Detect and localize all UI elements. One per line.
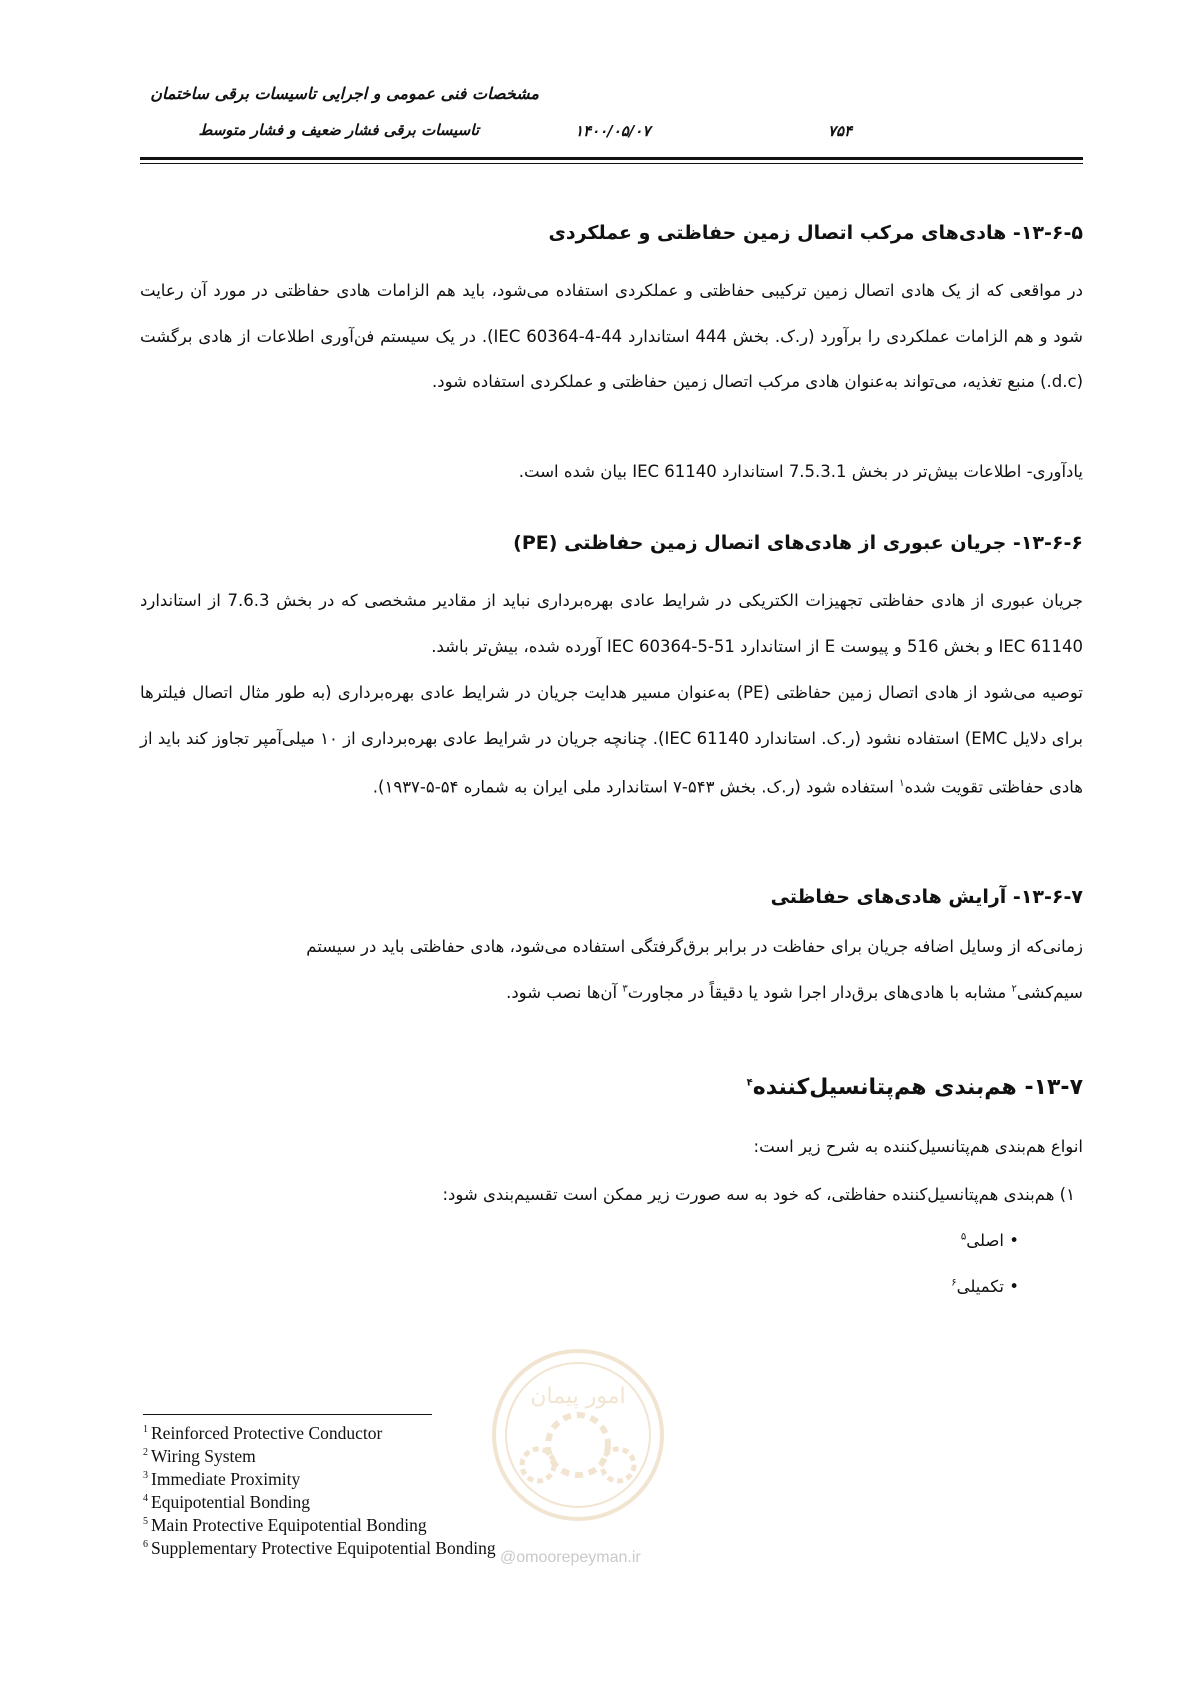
header-title: مشخصات فنی عمومی و اجرایی تاسیسات برقی ساختمان (150, 84, 539, 103)
section-paragraph-13-6-5: در مواقعی که از یک هادی اتصال زمین ترکیبی حفاظتی و عملکردی استفاده می‌شود، باید هم الزامات هادی حفاظتی در مورد آن رعایت شود و هم الزامات عملکردی را برآورد (ر.ک. بخش 444 استاندارد IEC 60364-4-44). در یک سیستم فن‌آوری اطلاعات از هادی برگشت (d.c.) منبع تغذیه، می‌تواند به‌عنوان هادی مرکب اتصال زمین حفاظتی و عملکردی استفاده شود. (140, 281, 1084, 391)
footnote-text: Immediate Proximity (151, 1469, 301, 1489)
watermark-text: @omoorepeyman.ir (500, 1549, 641, 1566)
footnote-text: Supplementary Protective Equipotential Bonding (151, 1538, 496, 1558)
list-item-1: ۱) هم‌بندی هم‌پتانسیل‌کننده حفاظتی، که خود به سه صورت زیر ممکن است تقسیم‌بندی شود: (442, 1185, 1075, 1204)
paragraph-text: استفاده شود (ر.ک. بخش ۵۴۳-۷ استاندارد ملی ایران به شماره ۵۴-۵-۱۹۳۷). (372, 777, 900, 797)
section-paragraph-13-6-6-a: جریان عبوری از هادی حفاظتی تجهیزات الکتریکی در شرایط عادی بهره‌برداری نباید از مقادیر مشخصی که در بخش 7.6.3 از استاندارد IEC 61140 و بخش 516 و پیوست E از استاندارد IEC 60364-5-51 آورده شده، بیش‌تر باشد. (140, 591, 1083, 656)
watermark-logo (488, 1345, 668, 1525)
section-note-13-6-5: یادآوری- اطلاعات بیش‌تر در بخش 7.5.3.1 استاندارد IEC 61140 بیان شده است. (518, 462, 1083, 481)
footnote-3 (143, 1469, 300, 1490)
header-rule-thick (140, 157, 1083, 160)
section-heading-13-6-7: ۱۳-۶-۷- آرایش هادی‌های حفاظتی (770, 886, 1083, 908)
footnote-4 (143, 1492, 310, 1513)
footnote-2 (143, 1446, 256, 1467)
footnote-ref: ۴ (746, 1077, 753, 1089)
paragraph-text: توصیه می‌شود از هادی اتصال زمین حفاظتی (PE) به‌عنوان مسیر هدایت جریان در شرایط عادی بهره‌برداری (به طور مثال اتصال فیلترها برای دلایل EMC) استفاده نشود (ر.ک. استاندارد IEC 61140). چنانچه جریان در شرایط عادی بهره‌برداری از ۱۰ میلی‌آمپر تجاوز کند باید از هادی حفاظتی تقویت شده (140, 683, 1084, 797)
section-heading-13-7 (140, 1075, 1083, 1100)
footnote-ref: ۶ (951, 1277, 957, 1289)
footnote-text: Reinforced Protective Conductor (151, 1423, 383, 1443)
footnote-text: Main Protective Equipotential Bonding (151, 1515, 427, 1535)
footnote-rule (143, 1414, 432, 1415)
section-paragraph-13-6-6-b (140, 670, 1083, 810)
footnote-number: 2 (143, 1447, 148, 1459)
footnote-6 (143, 1538, 496, 1559)
footnote-text: Wiring System (151, 1446, 256, 1466)
watermark-logo-text: امور پیمان (530, 1384, 626, 1409)
footnote-text: Equipotential Bonding (151, 1492, 310, 1512)
section-heading-13-6-6: ۱۳-۶-۶- جریان عبوری از هادی‌های اتصال زمین حفاظتی (PE) (513, 532, 1083, 554)
line-text: مشابه با هادی‌های برق‌دار اجرا شود یا دقیقاً در مجاورت (627, 983, 1012, 1002)
footnote-ref: ۲ (1011, 983, 1017, 995)
footnote-ref: ۱ (899, 778, 905, 789)
footnote-ref: ۳ (622, 983, 628, 995)
footnote-number: 3 (143, 1470, 148, 1482)
section-intro-13-7: انواع هم‌بندی هم‌پتانسیل‌کننده به شرح زیر است: (753, 1137, 1083, 1156)
header-date: ۱۴۰۰/۰۵/۰۷ (575, 122, 651, 140)
footnote-1 (143, 1423, 382, 1444)
header-subtitle: تاسیسات برقی فشار ضعیف و فشار متوسط (198, 121, 479, 139)
heading-text: ۱۳-۷- هم‌بندی هم‌پتانسیل‌کننده (752, 1075, 1083, 1100)
footnote-number: 4 (143, 1493, 148, 1505)
bullet-item-main: • اصلی$^۵$ (960, 1231, 1019, 1250)
header-rule-thin (140, 163, 1083, 164)
page-number: ۷۵۴ (827, 122, 853, 140)
line-text: سیم‌کشی (1016, 983, 1083, 1002)
footnote-number: 1 (143, 1424, 148, 1436)
section-heading-13-6-5: ۱۳-۶-۵- هادی‌های مرکب اتصال زمین حفاظتی و عملکردی (548, 222, 1083, 244)
footnote-5 (143, 1515, 427, 1536)
bullet-text: اصلی (966, 1231, 1005, 1250)
bullet-text: تکمیلی (956, 1277, 1005, 1296)
footnote-ref: ۵ (960, 1231, 967, 1243)
footnote-number: 5 (143, 1516, 148, 1528)
section-line-13-6-7-b (140, 983, 1083, 1002)
bullet-item-supplementary: • تکمیلی$^۶$ (951, 1277, 1019, 1296)
footnote-number: 6 (143, 1539, 148, 1551)
line-text: آن‌ها نصب شود. (506, 983, 623, 1002)
section-line-13-6-7-a: زمانی‌که از وسایل اضافه جریان برای حفاظت در برابر برق‌گرفتگی استفاده می‌شود، هادی حفاظتی باید در سیستم (306, 937, 1083, 956)
